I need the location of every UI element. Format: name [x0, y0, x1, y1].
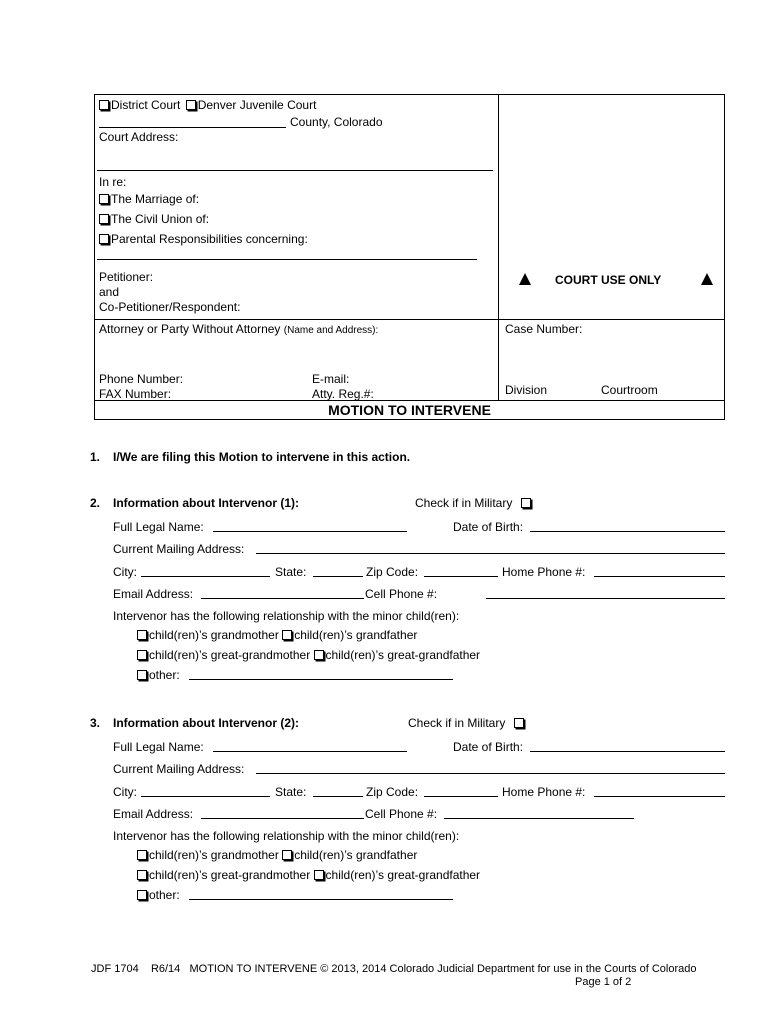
item3-cell-label: Cell Phone #: [365, 807, 438, 821]
item2-state-label: State: [275, 565, 307, 579]
item2-great-grandmother-checkbox[interactable] [137, 650, 147, 660]
item2-city-field[interactable] [141, 576, 270, 577]
item1-text: I/We are filing this Motion to intervene in this action. [113, 450, 411, 464]
item2-mailing-label: Current Mailing Address: [113, 542, 245, 556]
item3-grand-row: child(ren)’s grandmother child(ren)’s grandfather [137, 848, 417, 862]
title-divider [94, 400, 725, 401]
item2-other-row: other: [137, 668, 180, 682]
parental-row: Parental Responsibilities concerning: [99, 232, 308, 246]
item2-zip-label: Zip Code: [366, 565, 419, 579]
county-label: County, Colorado [290, 115, 383, 129]
court-address-label: Court Address: [99, 130, 179, 144]
triangle-right-icon [701, 273, 713, 288]
item2-state-field[interactable] [313, 576, 363, 577]
item3-home-phone-label: Home Phone #: [502, 785, 586, 799]
fax-label: FAX Number: [99, 387, 172, 401]
item2-full-name-field[interactable] [213, 531, 407, 532]
item2-email-label: Email Address: [113, 587, 194, 601]
item3-dob-field[interactable] [530, 751, 725, 752]
county-field[interactable] [99, 127, 286, 128]
item2-grandfather-checkbox[interactable] [282, 630, 292, 640]
item3-state-label: State: [275, 785, 307, 799]
item2-dob-field[interactable] [530, 531, 725, 532]
court-use-only: COURT USE ONLY [555, 273, 662, 287]
item2-great-row: child(ren)’s great-grandmother child(ren)’s great-grandfather [137, 648, 480, 662]
item3-city-label: City: [113, 785, 137, 799]
item2-grandmother-checkbox[interactable] [137, 630, 147, 640]
item3-mailing-field[interactable] [256, 773, 725, 774]
item2-other-checkbox[interactable] [137, 670, 147, 680]
court-type-row: District Court Denver Juvenile Court [99, 98, 316, 112]
item3-city-field[interactable] [141, 796, 270, 797]
item2-military-row: Check if in Military [415, 496, 533, 510]
case-number-label: Case Number: [505, 322, 583, 336]
atty-reg-label: Atty. Reg.#: [312, 387, 374, 401]
district-court-checkbox[interactable] [99, 100, 109, 110]
co-petitioner-label: Co-Petitioner/Respondent: [99, 300, 241, 314]
item3-other-row: other: [137, 888, 180, 902]
marriage-checkbox[interactable] [99, 194, 109, 204]
item3-military-row: Check if in Military [408, 716, 526, 730]
item3-home-phone-field[interactable] [594, 796, 725, 797]
marriage-row: The Marriage of: [99, 192, 199, 206]
caption-divider [498, 94, 499, 400]
item3-great-grandfather-checkbox[interactable] [314, 870, 324, 880]
item3-state-field[interactable] [313, 796, 363, 797]
attorney-row: Attorney or Party Without Attorney (Name and Address): [99, 322, 379, 336]
item2-other-field[interactable] [189, 679, 453, 680]
item3-zip-field[interactable] [424, 796, 498, 797]
item3-heading: Information about Intervenor (2): [113, 716, 299, 730]
courtroom-label: Courtroom [601, 383, 658, 397]
item3-number: 3. [90, 716, 101, 730]
triangle-left-icon [519, 273, 531, 288]
item3-zip-label: Zip Code: [366, 785, 419, 799]
division-label: Division [505, 383, 548, 397]
item2-cell-label: Cell Phone #: [365, 587, 438, 601]
footer-line: JDF 1704 R6/14 MOTION TO INTERVENE © 2013, 2014 Colorado Judicial Department for use in the Courts of Colorado [91, 963, 697, 975]
in-re-label: In re: [99, 175, 127, 189]
caption-row-divider [94, 319, 725, 320]
civil-union-checkbox[interactable] [99, 214, 109, 224]
item3-grandfather-checkbox[interactable] [282, 850, 292, 860]
page-title: MOTION TO INTERVENE [328, 402, 491, 418]
parental-checkbox[interactable] [99, 234, 109, 244]
item2-cell-field[interactable] [486, 598, 725, 599]
phone-label: Phone Number: [99, 372, 184, 386]
item2-military-checkbox[interactable] [521, 498, 531, 508]
item2-great-grandfather-checkbox[interactable] [314, 650, 324, 660]
item2-mailing-field[interactable] [256, 553, 725, 554]
item3-mailing-label: Current Mailing Address: [113, 762, 245, 776]
item2-grand-row: child(ren)’s grandmother child(ren)’s grandfather [137, 628, 417, 642]
and-label: and [99, 285, 120, 299]
parties-field[interactable] [97, 259, 477, 260]
item3-relationship-label: Intervenor has the following relationship with the minor child(ren): [113, 829, 460, 843]
item3-dob-label: Date of Birth: [453, 740, 524, 754]
item3-cell-field[interactable] [444, 818, 634, 819]
civil-union-row: The Civil Union of: [99, 212, 209, 226]
item3-full-name-field[interactable] [213, 751, 407, 752]
item3-other-checkbox[interactable] [137, 890, 147, 900]
caption-box [94, 94, 725, 420]
item1-number: 1. [90, 450, 101, 464]
item3-email-label: Email Address: [113, 807, 194, 821]
item3-grandmother-checkbox[interactable] [137, 850, 147, 860]
item2-relationship-label: Intervenor has the following relationship with the minor child(ren): [113, 609, 460, 623]
item2-home-phone-label: Home Phone #: [502, 565, 586, 579]
court-address-field[interactable] [97, 170, 493, 171]
item3-great-grandmother-checkbox[interactable] [137, 870, 147, 880]
petitioner-label: Petitioner: [99, 270, 154, 284]
item3-full-name-label: Full Legal Name: [113, 740, 204, 754]
item2-zip-field[interactable] [424, 576, 498, 577]
item2-home-phone-field[interactable] [594, 576, 725, 577]
item2-heading: Information about Intervenor (1): [113, 496, 299, 510]
email-label: E-mail: [312, 372, 350, 386]
item2-full-name-label: Full Legal Name: [113, 520, 204, 534]
item2-city-label: City: [113, 565, 137, 579]
item3-other-field[interactable] [189, 899, 453, 900]
item3-great-row: child(ren)’s great-grandmother child(ren)’s great-grandfather [137, 868, 480, 882]
item2-dob-label: Date of Birth: [453, 520, 524, 534]
item3-military-checkbox[interactable] [514, 718, 524, 728]
item3-email-field[interactable] [201, 818, 364, 819]
denver-juvenile-checkbox[interactable] [186, 100, 196, 110]
page-number: Page 1 of 2 [575, 976, 632, 988]
item2-email-field[interactable] [201, 598, 364, 599]
item2-number: 2. [90, 496, 101, 510]
